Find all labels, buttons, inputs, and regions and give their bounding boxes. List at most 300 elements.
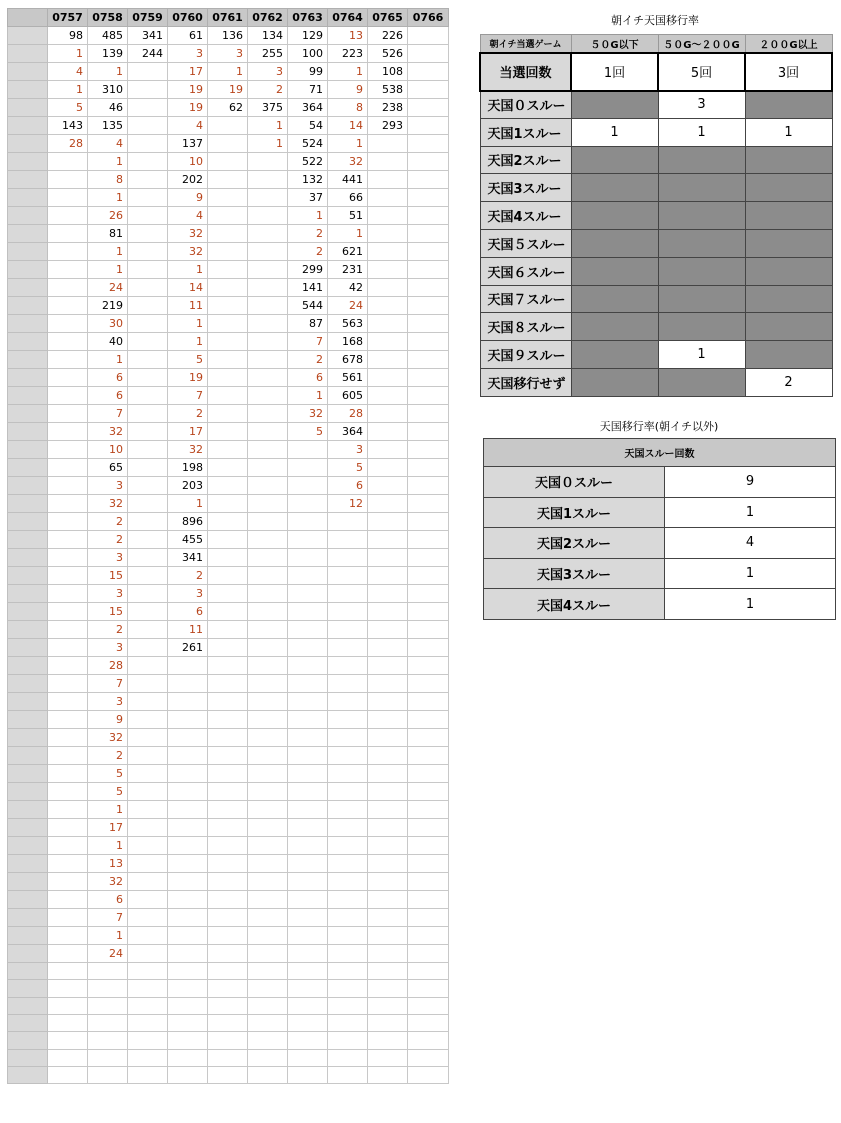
cell[interactable]: 1 — [88, 837, 128, 855]
row-header[interactable] — [8, 997, 48, 1014]
cell[interactable] — [408, 279, 449, 297]
cell[interactable] — [208, 243, 248, 261]
cell[interactable]: 108 — [368, 63, 408, 81]
row-header[interactable] — [8, 261, 48, 279]
cell[interactable]: 3 — [88, 549, 128, 567]
cell[interactable] — [368, 909, 408, 927]
cell[interactable]: 132 — [288, 171, 328, 189]
cell[interactable]: 1 — [88, 189, 128, 207]
cell[interactable]: 3 — [88, 639, 128, 657]
cell[interactable]: 19 — [168, 81, 208, 99]
cell[interactable] — [328, 891, 368, 909]
cell[interactable]: 1 — [288, 387, 328, 405]
cell[interactable] — [48, 729, 88, 747]
row-header[interactable] — [8, 585, 48, 603]
cell[interactable] — [288, 531, 328, 549]
row-header[interactable] — [8, 333, 48, 351]
cell[interactable]: 3 — [328, 441, 368, 459]
cell[interactable]: 1 — [248, 135, 288, 153]
row-header[interactable] — [8, 711, 48, 729]
cell[interactable]: 32 — [168, 243, 208, 261]
cell[interactable]: 139 — [88, 45, 128, 63]
cell[interactable] — [408, 603, 449, 621]
cell[interactable] — [408, 369, 449, 387]
cell[interactable] — [288, 891, 328, 909]
cell[interactable] — [408, 675, 449, 693]
row-header[interactable] — [8, 927, 48, 945]
cell[interactable] — [368, 621, 408, 639]
cell[interactable] — [128, 980, 168, 997]
cell[interactable]: 2 — [88, 531, 128, 549]
cell[interactable]: 4 — [88, 135, 128, 153]
row-header[interactable] — [8, 801, 48, 819]
cell[interactable]: 293 — [368, 117, 408, 135]
cell[interactable] — [48, 1067, 88, 1084]
cell[interactable] — [408, 297, 449, 315]
row-header[interactable] — [8, 441, 48, 459]
cell[interactable] — [288, 1067, 328, 1084]
cell[interactable] — [248, 801, 288, 819]
cell[interactable] — [248, 405, 288, 423]
cell[interactable] — [48, 639, 88, 657]
cell[interactable]: 24 — [88, 945, 128, 963]
cell[interactable] — [48, 225, 88, 243]
cell[interactable] — [128, 279, 168, 297]
cell[interactable] — [248, 891, 288, 909]
cell[interactable]: 299 — [288, 261, 328, 279]
cell[interactable] — [128, 63, 168, 81]
cell[interactable] — [328, 801, 368, 819]
cell[interactable] — [168, 891, 208, 909]
cell[interactable] — [208, 369, 248, 387]
cell[interactable] — [208, 909, 248, 927]
cell[interactable] — [248, 765, 288, 783]
cell[interactable] — [168, 997, 208, 1014]
cell[interactable] — [328, 945, 368, 963]
cell[interactable]: 561 — [328, 369, 368, 387]
cell[interactable] — [368, 747, 408, 765]
cell[interactable] — [328, 1067, 368, 1084]
cell[interactable] — [168, 819, 208, 837]
cell[interactable]: 136 — [208, 27, 248, 45]
cell[interactable]: 99 — [288, 63, 328, 81]
cell[interactable] — [248, 980, 288, 997]
cell[interactable] — [368, 873, 408, 891]
cell[interactable] — [48, 1015, 88, 1032]
cell[interactable]: 32 — [168, 225, 208, 243]
row-header[interactable] — [8, 99, 48, 117]
cell[interactable] — [128, 1015, 168, 1032]
cell[interactable] — [128, 495, 168, 513]
cell[interactable] — [328, 657, 368, 675]
cell[interactable] — [248, 441, 288, 459]
cell[interactable] — [88, 1015, 128, 1032]
cell[interactable]: 2 — [248, 81, 288, 99]
cell[interactable]: 30 — [88, 315, 128, 333]
cell[interactable] — [208, 279, 248, 297]
cell[interactable] — [208, 585, 248, 603]
cell[interactable] — [328, 855, 368, 873]
cell[interactable] — [328, 765, 368, 783]
cell[interactable] — [368, 333, 408, 351]
cell[interactable] — [208, 441, 248, 459]
cell[interactable] — [208, 207, 248, 225]
cell[interactable] — [128, 639, 168, 657]
cell[interactable] — [288, 855, 328, 873]
row-header[interactable] — [8, 279, 48, 297]
cell[interactable] — [368, 153, 408, 171]
cell[interactable]: 8 — [88, 171, 128, 189]
cell[interactable]: 42 — [328, 279, 368, 297]
cell[interactable]: 364 — [288, 99, 328, 117]
cell[interactable] — [88, 980, 128, 997]
cell[interactable] — [48, 783, 88, 801]
cell[interactable] — [208, 729, 248, 747]
cell[interactable] — [248, 909, 288, 927]
cell[interactable]: 11 — [168, 621, 208, 639]
cell[interactable] — [368, 891, 408, 909]
cell[interactable] — [408, 27, 449, 45]
cell[interactable] — [408, 765, 449, 783]
cell[interactable]: 10 — [168, 153, 208, 171]
cell[interactable] — [408, 927, 449, 945]
cell[interactable]: 219 — [88, 297, 128, 315]
row-header[interactable] — [8, 837, 48, 855]
cell[interactable]: 7 — [88, 909, 128, 927]
cell[interactable] — [408, 837, 449, 855]
cell[interactable]: 485 — [88, 27, 128, 45]
cell[interactable] — [128, 99, 168, 117]
cell[interactable] — [208, 297, 248, 315]
cell[interactable] — [248, 603, 288, 621]
cell[interactable]: 4 — [168, 207, 208, 225]
cell[interactable] — [328, 531, 368, 549]
cell[interactable]: 231 — [328, 261, 368, 279]
cell[interactable] — [208, 459, 248, 477]
cell[interactable]: 1 — [88, 351, 128, 369]
cell[interactable] — [248, 855, 288, 873]
cell[interactable] — [368, 997, 408, 1014]
cell[interactable]: 168 — [328, 333, 368, 351]
cell[interactable] — [48, 279, 88, 297]
cell[interactable] — [208, 603, 248, 621]
cell[interactable]: 522 — [288, 153, 328, 171]
cell[interactable] — [128, 369, 168, 387]
cell[interactable]: 32 — [88, 873, 128, 891]
cell[interactable] — [248, 567, 288, 585]
cell[interactable] — [208, 639, 248, 657]
cell[interactable]: 7 — [168, 387, 208, 405]
cell[interactable] — [208, 171, 248, 189]
cell[interactable] — [128, 603, 168, 621]
cell[interactable] — [248, 747, 288, 765]
cell[interactable]: 5 — [88, 765, 128, 783]
cell[interactable] — [128, 567, 168, 585]
cell[interactable] — [368, 315, 408, 333]
cell[interactable] — [368, 963, 408, 980]
cell[interactable]: 9 — [328, 81, 368, 99]
cell[interactable] — [48, 531, 88, 549]
cell[interactable] — [408, 315, 449, 333]
cell[interactable] — [248, 819, 288, 837]
cell[interactable] — [248, 315, 288, 333]
cell[interactable] — [248, 459, 288, 477]
cell[interactable] — [208, 153, 248, 171]
cell[interactable] — [48, 837, 88, 855]
cell[interactable] — [328, 997, 368, 1014]
cell[interactable]: 9 — [168, 189, 208, 207]
cell[interactable] — [368, 711, 408, 729]
cell[interactable] — [288, 927, 328, 945]
cell[interactable]: 5 — [48, 99, 88, 117]
cell[interactable] — [248, 927, 288, 945]
cell[interactable] — [48, 693, 88, 711]
cell[interactable]: 226 — [368, 27, 408, 45]
cell[interactable]: 621 — [328, 243, 368, 261]
cell[interactable] — [288, 549, 328, 567]
cell[interactable] — [208, 531, 248, 549]
cell[interactable]: 310 — [88, 81, 128, 99]
cell[interactable] — [128, 837, 168, 855]
cell[interactable] — [208, 855, 248, 873]
cell[interactable] — [248, 837, 288, 855]
cell[interactable]: 81 — [88, 225, 128, 243]
cell[interactable] — [328, 729, 368, 747]
cell[interactable] — [368, 531, 408, 549]
cell[interactable] — [368, 639, 408, 657]
cell[interactable] — [128, 333, 168, 351]
row-header[interactable] — [8, 189, 48, 207]
cell[interactable] — [128, 945, 168, 963]
cell[interactable] — [168, 711, 208, 729]
cell[interactable] — [208, 495, 248, 513]
cell[interactable] — [128, 81, 168, 99]
cell[interactable] — [248, 225, 288, 243]
cell[interactable] — [128, 207, 168, 225]
cell[interactable] — [248, 1049, 288, 1066]
cell[interactable] — [168, 837, 208, 855]
cell[interactable]: 238 — [368, 99, 408, 117]
cell[interactable]: 143 — [48, 117, 88, 135]
cell[interactable] — [48, 585, 88, 603]
cell[interactable] — [408, 261, 449, 279]
cell[interactable] — [368, 765, 408, 783]
cell[interactable] — [368, 405, 408, 423]
cell[interactable]: 255 — [248, 45, 288, 63]
cell[interactable] — [408, 1032, 449, 1049]
cell[interactable] — [208, 980, 248, 997]
cell[interactable] — [48, 891, 88, 909]
row-header[interactable] — [8, 459, 48, 477]
cell[interactable] — [288, 567, 328, 585]
cell[interactable] — [208, 477, 248, 495]
cell[interactable] — [208, 783, 248, 801]
cell[interactable] — [368, 387, 408, 405]
row-header[interactable] — [8, 1067, 48, 1084]
cell[interactable]: 87 — [288, 315, 328, 333]
row-header[interactable] — [8, 45, 48, 63]
cell[interactable] — [408, 1015, 449, 1032]
cell[interactable] — [128, 801, 168, 819]
cell[interactable] — [208, 1049, 248, 1066]
cell[interactable]: 15 — [88, 603, 128, 621]
cell[interactable]: 3 — [168, 45, 208, 63]
cell[interactable] — [48, 963, 88, 980]
cell[interactable] — [128, 963, 168, 980]
row-header[interactable] — [8, 819, 48, 837]
cell[interactable] — [328, 675, 368, 693]
cell[interactable] — [248, 1067, 288, 1084]
cell[interactable] — [168, 693, 208, 711]
cell[interactable] — [328, 513, 368, 531]
cell[interactable] — [208, 963, 248, 980]
cell[interactable] — [88, 1032, 128, 1049]
cell[interactable] — [408, 513, 449, 531]
cell[interactable]: 62 — [208, 99, 248, 117]
cell[interactable] — [128, 513, 168, 531]
cell[interactable] — [288, 909, 328, 927]
cell[interactable] — [368, 189, 408, 207]
cell[interactable] — [328, 585, 368, 603]
cell[interactable] — [128, 1032, 168, 1049]
cell[interactable] — [288, 1049, 328, 1066]
cell[interactable]: 563 — [328, 315, 368, 333]
cell[interactable] — [128, 747, 168, 765]
cell[interactable] — [48, 621, 88, 639]
cell[interactable]: 198 — [168, 459, 208, 477]
cell[interactable] — [368, 297, 408, 315]
row-header[interactable] — [8, 315, 48, 333]
cell[interactable] — [88, 1067, 128, 1084]
row-header[interactable] — [8, 855, 48, 873]
cell[interactable] — [288, 657, 328, 675]
cell[interactable] — [168, 1032, 208, 1049]
cell[interactable] — [48, 819, 88, 837]
cell[interactable]: 4 — [168, 117, 208, 135]
cell[interactable]: 2 — [288, 225, 328, 243]
cell[interactable]: 1 — [168, 333, 208, 351]
cell[interactable]: 3 — [88, 585, 128, 603]
cell[interactable]: 3 — [168, 585, 208, 603]
cell[interactable] — [288, 729, 328, 747]
cell[interactable]: 46 — [88, 99, 128, 117]
cell[interactable] — [368, 855, 408, 873]
cell[interactable] — [408, 639, 449, 657]
cell[interactable] — [408, 207, 449, 225]
cell[interactable] — [48, 171, 88, 189]
cell[interactable]: 1 — [88, 261, 128, 279]
cell[interactable]: 65 — [88, 459, 128, 477]
cell[interactable]: 526 — [368, 45, 408, 63]
cell[interactable] — [368, 495, 408, 513]
cell[interactable]: 135 — [88, 117, 128, 135]
cell[interactable]: 1 — [328, 135, 368, 153]
cell[interactable]: 678 — [328, 351, 368, 369]
cell[interactable]: 17 — [88, 819, 128, 837]
cell[interactable] — [328, 693, 368, 711]
cell[interactable]: 364 — [328, 423, 368, 441]
cell[interactable] — [248, 243, 288, 261]
cell[interactable]: 3 — [88, 693, 128, 711]
cell[interactable] — [408, 657, 449, 675]
cell[interactable] — [408, 495, 449, 513]
cell[interactable] — [368, 1067, 408, 1084]
cell[interactable] — [208, 567, 248, 585]
cell[interactable] — [48, 369, 88, 387]
cell[interactable] — [208, 891, 248, 909]
cell[interactable]: 5 — [88, 783, 128, 801]
cell[interactable] — [288, 477, 328, 495]
cell[interactable] — [288, 801, 328, 819]
cell[interactable] — [248, 333, 288, 351]
cell[interactable] — [288, 711, 328, 729]
cell[interactable] — [408, 423, 449, 441]
cell[interactable] — [88, 997, 128, 1014]
cell[interactable] — [48, 927, 88, 945]
cell[interactable]: 28 — [88, 657, 128, 675]
cell[interactable] — [328, 819, 368, 837]
cell[interactable] — [128, 441, 168, 459]
cell[interactable]: 134 — [248, 27, 288, 45]
cell[interactable] — [48, 765, 88, 783]
cell[interactable] — [128, 225, 168, 243]
cell[interactable] — [368, 459, 408, 477]
cell[interactable] — [368, 729, 408, 747]
cell[interactable] — [128, 243, 168, 261]
cell[interactable]: 1 — [88, 927, 128, 945]
cell[interactable] — [208, 1032, 248, 1049]
cell[interactable] — [128, 711, 168, 729]
cell[interactable]: 12 — [328, 495, 368, 513]
cell[interactable]: 341 — [128, 27, 168, 45]
cell[interactable]: 40 — [88, 333, 128, 351]
cell[interactable] — [248, 189, 288, 207]
row-header[interactable] — [8, 747, 48, 765]
cell[interactable] — [328, 980, 368, 997]
cell[interactable]: 19 — [208, 81, 248, 99]
cell[interactable] — [48, 873, 88, 891]
cell[interactable]: 28 — [48, 135, 88, 153]
cell[interactable] — [408, 333, 449, 351]
cell[interactable] — [128, 117, 168, 135]
cell[interactable]: 223 — [328, 45, 368, 63]
cell[interactable]: 1 — [48, 45, 88, 63]
cell[interactable] — [288, 1015, 328, 1032]
cell[interactable] — [248, 621, 288, 639]
cell[interactable] — [368, 513, 408, 531]
cell[interactable] — [168, 783, 208, 801]
cell[interactable] — [368, 567, 408, 585]
cell[interactable]: 14 — [168, 279, 208, 297]
cell[interactable] — [168, 945, 208, 963]
cell[interactable]: 2 — [168, 405, 208, 423]
cell[interactable] — [128, 621, 168, 639]
cell[interactable]: 544 — [288, 297, 328, 315]
cell[interactable]: 441 — [328, 171, 368, 189]
cell[interactable] — [48, 513, 88, 531]
row-header[interactable] — [8, 765, 48, 783]
row-header[interactable] — [8, 729, 48, 747]
cell[interactable] — [128, 891, 168, 909]
cell[interactable]: 1 — [88, 243, 128, 261]
cell[interactable]: 13 — [328, 27, 368, 45]
cell[interactable] — [248, 585, 288, 603]
cell[interactable] — [368, 603, 408, 621]
row-header[interactable] — [8, 657, 48, 675]
cell[interactable] — [248, 477, 288, 495]
cell[interactable] — [248, 387, 288, 405]
row-header[interactable] — [8, 135, 48, 153]
